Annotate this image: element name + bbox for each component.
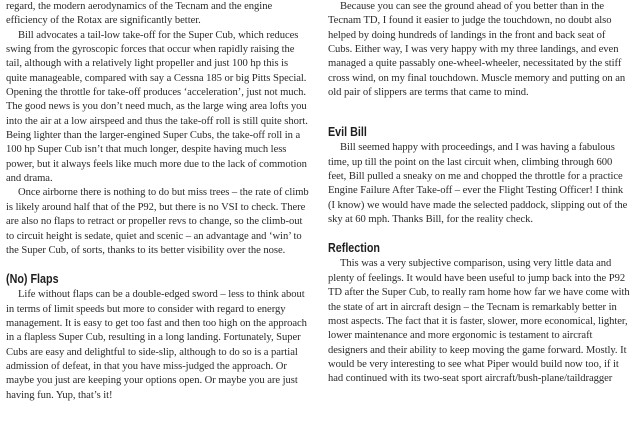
right-column xyxy=(328,0,631,387)
heading-no-flaps: (No) Flaps xyxy=(6,272,59,287)
paragraph-evil-bill: Bill seemed happy with proceedings, and I was having a fabulous time, up till the point on the last circuit when, climbing through 600 feet, Bill pulled a sneaky on me and chopped the throttle for a practice Engine Failure After Take-off – ever the Flight Testing Officer! I think (I know) we would have made the selected paddock, slipping out of the sky at 60 mph. Thanks Bill, for the reality check. xyxy=(328,142,628,226)
heading-evil-bill: Evil Bill xyxy=(328,125,367,140)
paragraph-take-off: Bill advocates a tail-low take-off for the Super Cub, which reduces swing from the gyroscopic forces that occur when rapidly raising the tail, although with a relatively light propeller and just 100 hp this is quite manageable, compared with say a Cessna 185 or big Pitts Special. Opening the throttle for take-off produces ‘acceleration’, just not much. The good news is you don’t need much, as the large wing area lofts you into the air at a low airspeed and thus the take-off roll is still quite short. Being lighter than the larger-engined Super Cubs, the take-off roll in a 100 hp Super Cub isn’t that much longer, despite having much less power, but it always feels like much more due to the lack of commotion and drama. xyxy=(6,29,308,185)
paragraph-flaps: Life without flaps can be a double-edged sword – less to think about in terms of limit speeds but more to consider with regard to energy management. It is easy to get too fast and then too high on the approach in a flapless Super Cub, resulting in a long landing. Fortunately, Super Cubs are easy and delightful to side-slip, although to do so is a partial admission of defeat, in that you have miss-judged the approach. Or maybe you just are keeping your options open. Or maybe you are just having fun. Yup, that’s it! xyxy=(6,289,307,401)
paragraph-continuation: regard, the modern aerodynamics of the Tecnam and the engine efficiency of the Rotax are significantly better. xyxy=(6,1,273,27)
heading-reflection: Reflection xyxy=(328,241,380,256)
paragraph-landing: Because you can see the ground ahead of you better than in the Tecnam TD, I found it easier to judge the touchdown, no doubt also helped by doing hundreds of landings in the front and back seat of Cubs. Either way, I was very happy with my three landings, and even managed a quite passably one-wheel-wheeler, necessitated by the stiff cross wind, on my final touchdown. Muscle memory and putting on an old pair of slippers are terms that came to mind. xyxy=(328,1,626,99)
paragraph-reflection: This was a very subjective comparison, using very little data and plenty of feelings. It would have been useful to jump back into the P92 TD after the Super Cub, to really ram home how far we have come with the state of art in aircraft design – the Tecnam is remarkably better in most aspects. The fact that it is faster, slower, more economical, lighter, lower maintenance and more ergonomic is testament to aircraft designers and their ability to keep moving the game forward. Mostly. It would be very interesting to see what Piper would build now too, if it had continued with its two-seat sport aircraft/bush-plane/taildragger xyxy=(328,258,630,385)
left-column xyxy=(6,0,310,403)
paragraph-climb: Once airborne there is nothing to do but miss trees – the rate of climb is likely around half that of the P92, but there is no VSI to check. There are also no flaps to retract or propeller revs to change, so the climb-out to circuit height is sedate, quiet and scenic – an advantage and ‘win’ to the Super Cub, of sorts, thanks to its better visibility over the nose. xyxy=(6,187,309,256)
